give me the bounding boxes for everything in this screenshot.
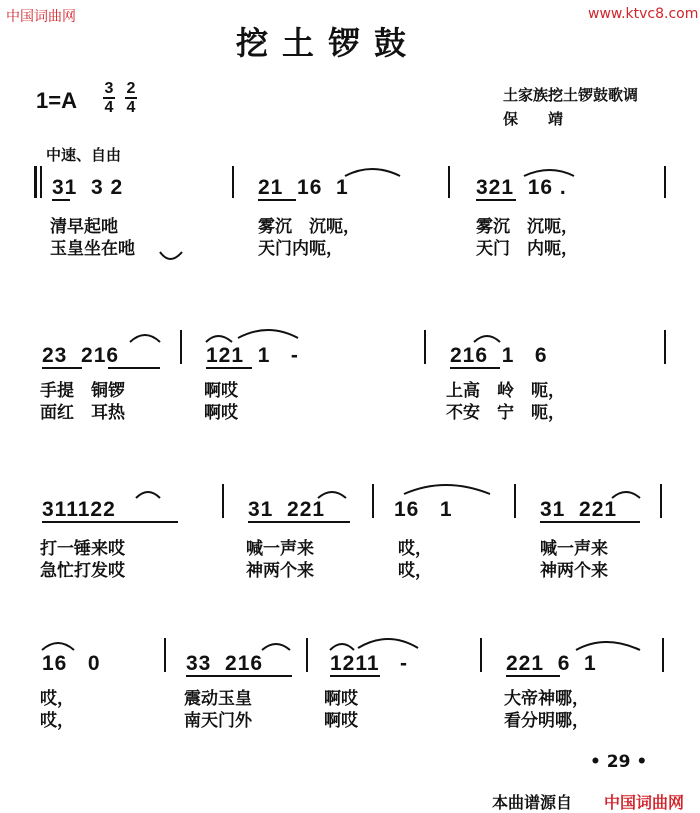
measure-7-notes: 311122 <box>42 498 116 521</box>
page-number: • 29 • <box>590 752 648 772</box>
measure-9-lyric-2: 哎， <box>398 561 432 581</box>
measure-4-lyric-2: 面红 耳热 <box>40 403 125 423</box>
slur <box>612 492 640 498</box>
measure-2-lyric-1: 雾沉 沉呃， <box>258 217 360 237</box>
measure-10-lyric-2: 神两个来 <box>540 561 608 581</box>
measure-8-notes: 31 221 <box>248 498 326 521</box>
measure-1-lyric-1: 清早起吔 <box>50 217 118 237</box>
measure-2-lyric-2: 天门内呃， <box>258 239 343 259</box>
slur <box>42 643 74 650</box>
tempo-marking: 中速、自由 <box>46 146 122 164</box>
slur <box>206 336 232 342</box>
measure-11-lyric-1: 哎， <box>40 689 74 709</box>
measure-10-notes: 31 221 <box>540 498 618 521</box>
measure-8-lyric-1: 喊一声来 <box>246 539 314 559</box>
slur <box>474 336 500 342</box>
measure-13-lyric-1: 啊哎 <box>324 689 358 709</box>
measure-4-lyric-1: 手提 铜锣 <box>40 381 125 401</box>
slur <box>404 485 490 494</box>
source-credit: 土家族挖土锣鼓歌调 <box>503 86 639 104</box>
key-signature: 1=A <box>36 88 77 113</box>
slur <box>238 330 298 338</box>
measure-14-lyric-1: 大帝神哪， <box>504 689 589 709</box>
measure-10-lyric-1: 喊一声来 <box>540 539 608 559</box>
measure-6-lyric-1: 上高 岭 呃， <box>446 381 565 401</box>
measure-5-lyric-1: 啊哎 <box>204 381 238 401</box>
measure-3-lyric-2: 天门 内呃， <box>476 239 578 259</box>
measure-12-notes: 33 216 <box>186 652 264 675</box>
measure-13-lyric-2: 啊哎 <box>324 711 358 731</box>
measure-8-lyric-2: 神两个来 <box>246 561 314 581</box>
measure-7-lyric-2: 急忙打发哎 <box>40 561 125 581</box>
measure-9-lyric-1: 哎， <box>398 539 432 559</box>
measure-14-lyric-2: 看分明哪， <box>504 711 589 731</box>
time-signature-1: 3 4 <box>104 80 114 116</box>
slur <box>262 644 290 650</box>
measure-1-lyric-2: 玉皇坐在吔 <box>50 239 135 259</box>
watermark-right: www.ktvc8.com <box>588 6 699 22</box>
slur <box>136 492 160 498</box>
measure-5-lyric-2: 啊哎 <box>204 403 238 423</box>
footer-prefix: 本曲谱源自 <box>492 793 573 812</box>
measure-11-lyric-2: 哎， <box>40 711 74 731</box>
measure-2-notes: 21 16 1 <box>258 176 349 199</box>
slur <box>330 644 354 650</box>
measure-1-notes: 31 3 2 <box>52 176 124 199</box>
measure-14-notes: 221 6 1 <box>506 652 597 675</box>
slur <box>160 252 182 259</box>
slur <box>318 492 346 498</box>
slur <box>130 335 160 342</box>
measure-9-notes: 16 1 <box>394 498 453 521</box>
measure-3-notes: 321 16 . <box>476 176 567 199</box>
slur <box>345 169 400 176</box>
measure-6-notes: 216 1 6 <box>450 344 548 367</box>
slur <box>524 170 574 176</box>
measure-6-lyric-2: 不安 宁 呃， <box>446 403 565 423</box>
song-title: 挖土锣鼓 <box>236 24 421 62</box>
measure-7-lyric-1: 打一锤来哎 <box>40 539 125 559</box>
arranger-credit: 保 靖 <box>503 110 564 128</box>
measure-13-notes: 1211 - <box>330 652 409 675</box>
slur <box>358 639 418 648</box>
measure-12-lyric-1: 震动玉皇 <box>184 689 252 709</box>
measure-3-lyric-1: 雾沉 沉呃， <box>476 217 578 237</box>
measure-4-notes: 23 216 <box>42 344 120 367</box>
measure-11-notes: 16 0 <box>42 652 101 675</box>
measure-12-lyric-2: 南天门外 <box>184 711 252 731</box>
time-signature-2: 2 4 <box>126 80 136 116</box>
watermark-left: 中国词曲网 <box>6 9 76 25</box>
footer-site: 中国词曲网 <box>604 793 685 812</box>
slur <box>576 642 640 650</box>
measure-5-notes: 121 1 - <box>206 344 299 367</box>
